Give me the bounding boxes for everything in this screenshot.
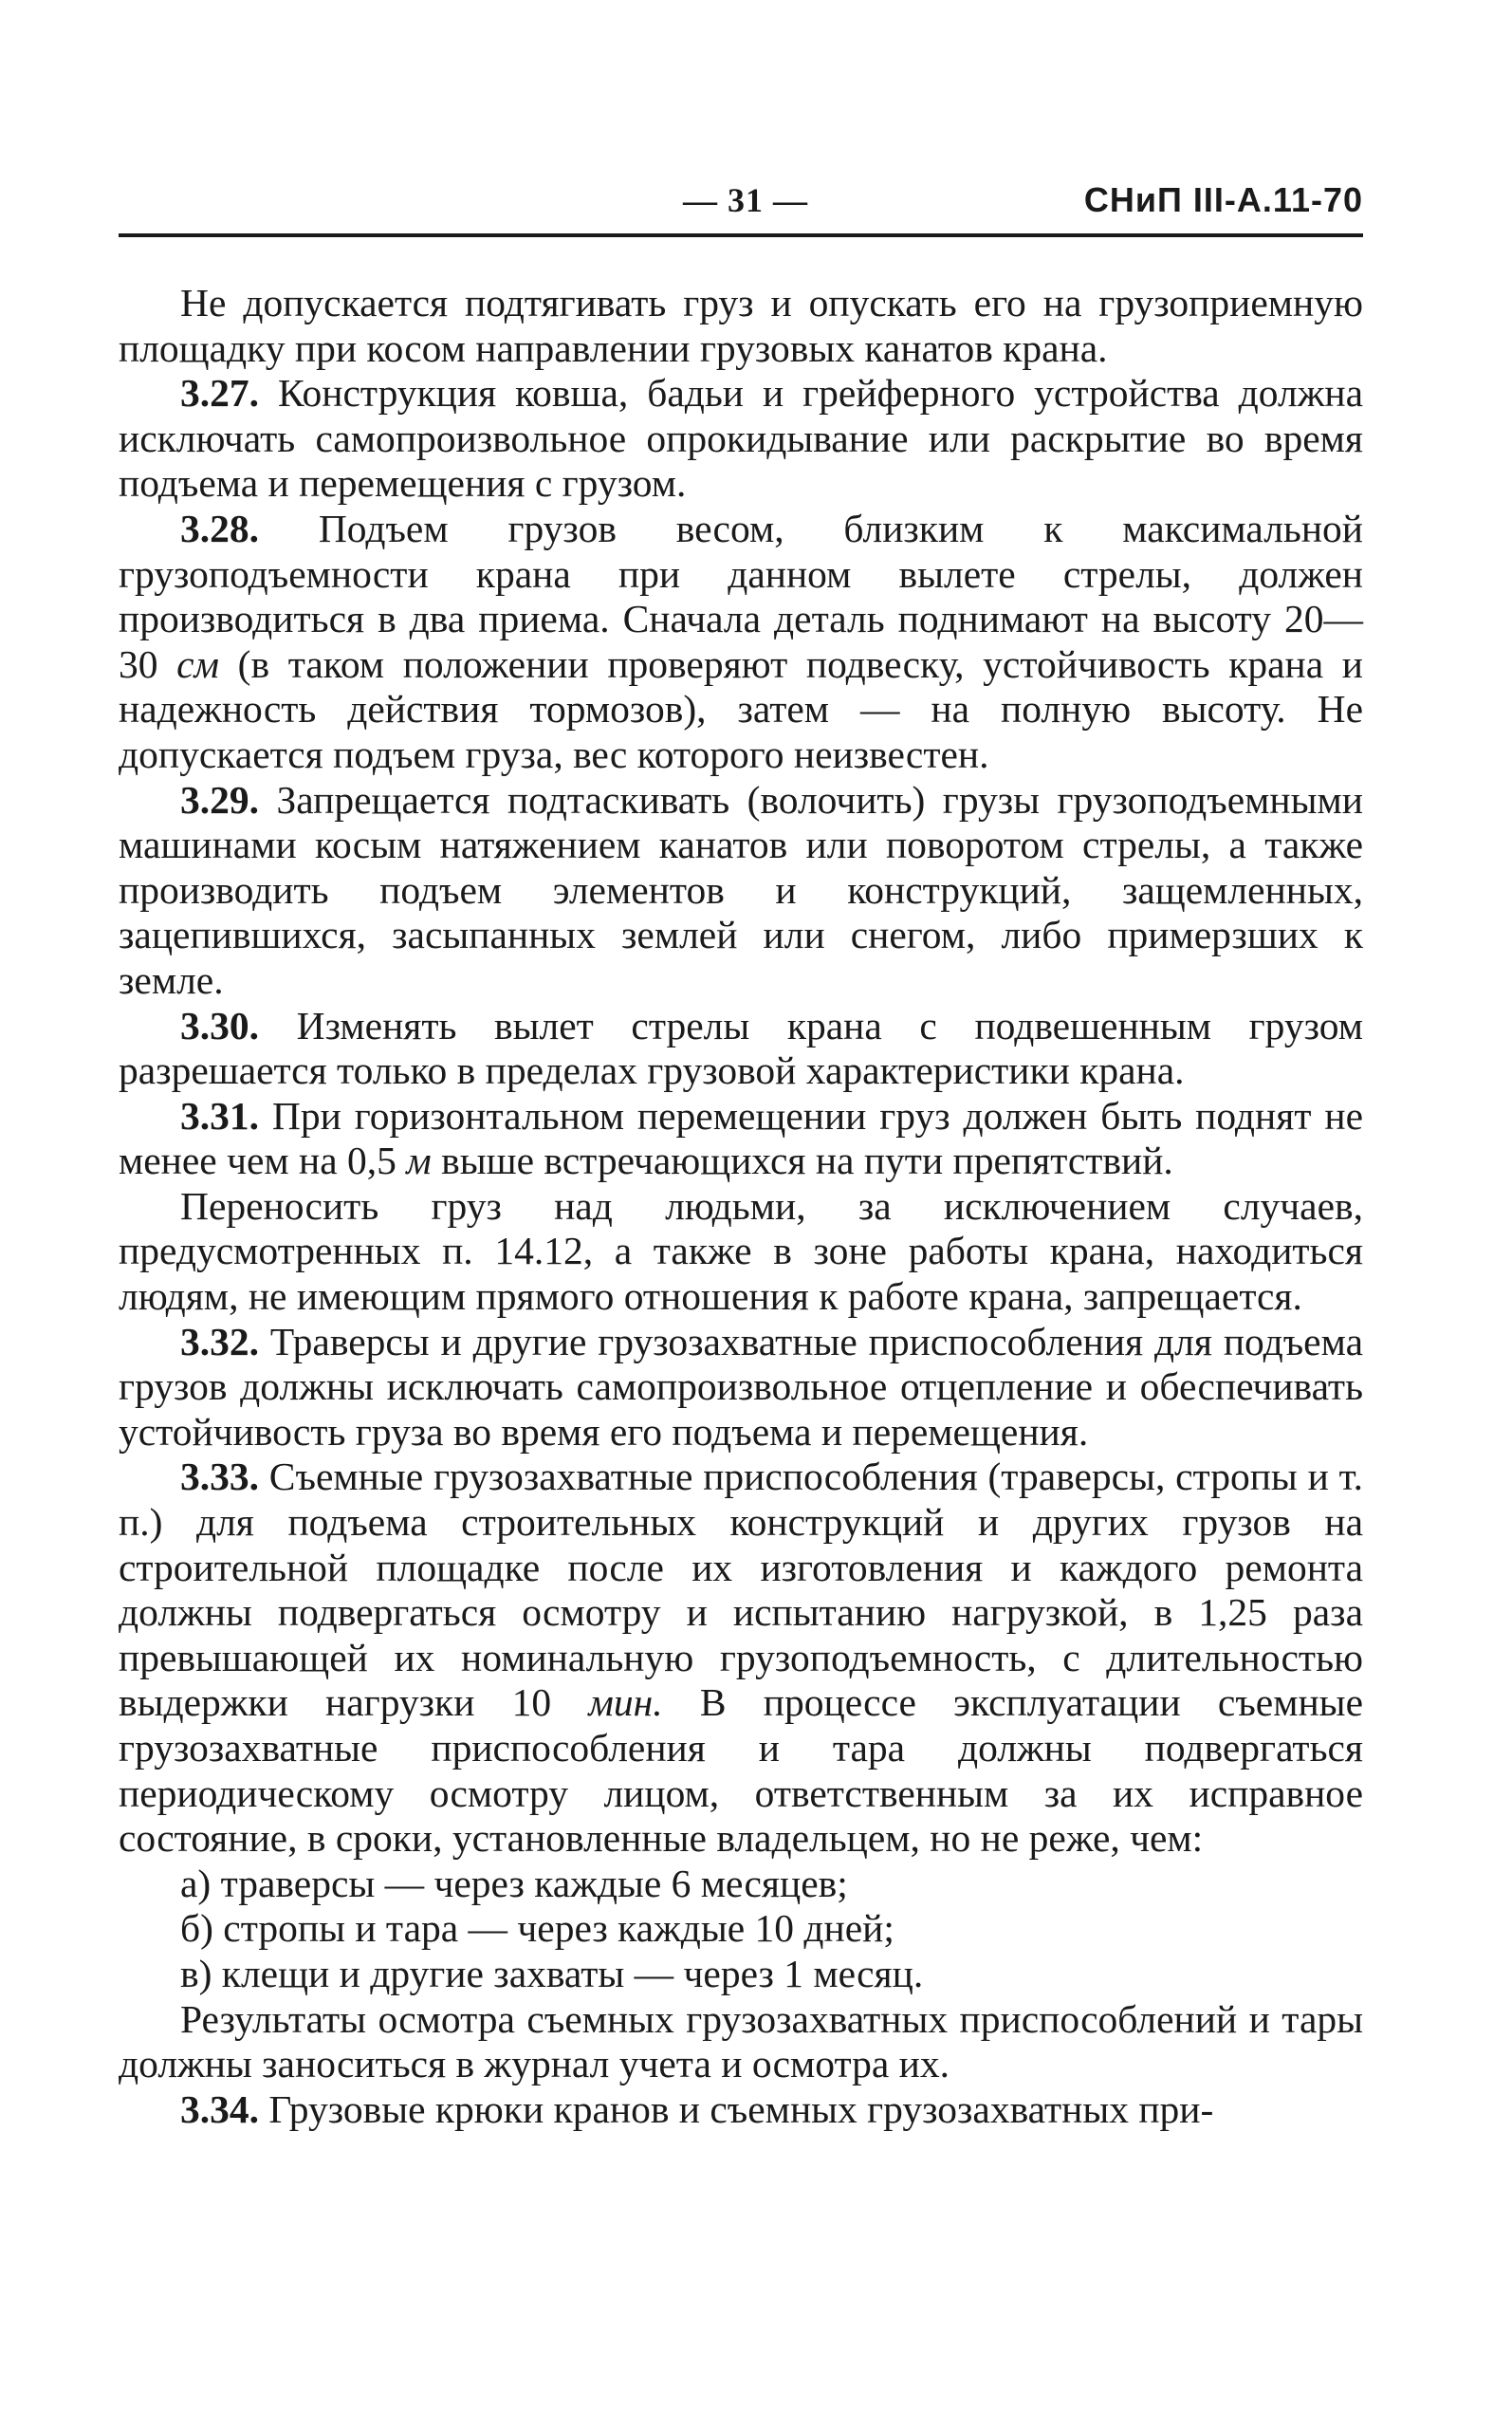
clause-number: 3.32. [180,1319,259,1363]
unit: см [176,641,220,686]
paragraph-3-28: 3.28. Подъем грузов весом, близким к максимальной грузоподъемности крана при данном вылете стрелы, должен производиться в два приема. Сначала деталь поднимают на высоту 20—30 см (в таком положении проверяют подвеску, устойчивость крана и надежность действия тормозов), затем — на полную высоту. Не допускается подъем груза, вес которого неизвестен. [119,506,1363,776]
paragraph-3-30: 3.30. Изменять вылет стрелы крана с подвешенным грузом разрешается только в пределах грузовой характеристики крана. [119,1003,1363,1093]
clause-number: 3.33. [180,1455,259,1499]
list-item: б) стропы и тара — через каждые 10 дней; [180,1906,894,1951]
clause-number: 3.28. [180,506,259,550]
list-item: а) траверсы — через каждые 6 месяцев; [180,1861,848,1905]
page-number: — 31 — [683,181,808,219]
document-code: СНиП III-А.11-70 [1083,180,1363,219]
paragraph-3-33: 3.33. Съемные грузозахватные приспособления (траверсы, стропы и т. п.) для подъема строительных конструкций и других грузов на строительной площадке после их изготовления и каждого ремонта должны подвергаться осмотру и испытанию нагрузкой, в 1,25 раза превышающей их номинальную грузоподъемность, с длительностью выдержки нагрузки 10 мин. В процессе эксплуатации съемные грузозахватные приспособления и тара должны подвергаться периодическому осмотру лицом, ответственным за их исправное состояние, в сроки, установленные владельцем, но не реже, чем: [119,1455,1363,1861]
clause-number: 3.31. [180,1093,259,1138]
page-header [119,180,1363,228]
paragraph-3-27: 3.27. Конструкция ковша, бадьи и грейферного устройства должна исключать самопроизвольное опрокидывание или раскрытие во время подъема и перемещения с грузом. [119,371,1363,506]
clause-number: 3.34. [180,2086,259,2131]
paragraph: Не допускается подтягивать груз и опускать его на грузоприемную площадку при косом направлении грузовых канатов крана. [119,281,1363,370]
list-item: в) клещи и другие захваты — через 1 месяц. [180,1951,924,1995]
unit: м [406,1139,432,1183]
clause-number: 3.30. [180,1003,259,1047]
unit: мин. [588,1680,663,1725]
paragraph-3-32: 3.32. Траверсы и другие грузозахватные приспособления для подъема грузов должны исключать самопроизвольное отцепление и обеспечивать устойчивость груза во время его подъема и перемещения. [119,1319,1363,1454]
paragraph: Результаты осмотра съемных грузозахватных приспособлений и тары должны заноситься в журнал учета и осмотра их. [119,1996,1363,2086]
paragraph-3-29: 3.29. Запрещается подтаскивать (волочить) грузы грузоподъемными машинами косым натяжением канатов или поворотом стрелы, а также производить подъем элементов и конструкций, защемленных, зацепившихся, засыпанных землей или снегом, либо примерзших к земле. [119,777,1363,1002]
header-rule [119,233,1363,237]
paragraph-3-34: 3.34. Грузовые крюки кранов и съемных грузозахватных при- [180,2086,1214,2131]
paragraph: Переносить груз над людьми, за исключением случаев, предусмотренных п. 14.12, а также в зоне работы крана, находиться людям, не имеющим прямого отношения к работе крана, запрещается. [119,1183,1363,1319]
clause-number: 3.27. [180,371,259,416]
body-text [119,281,1363,2132]
clause-number: 3.29. [180,777,259,822]
paragraph-3-31: 3.31. При горизонтальном перемещении груз должен быть поднят не менее чем на 0,5 м выше встречающихся на пути препятствий. [119,1093,1363,1183]
